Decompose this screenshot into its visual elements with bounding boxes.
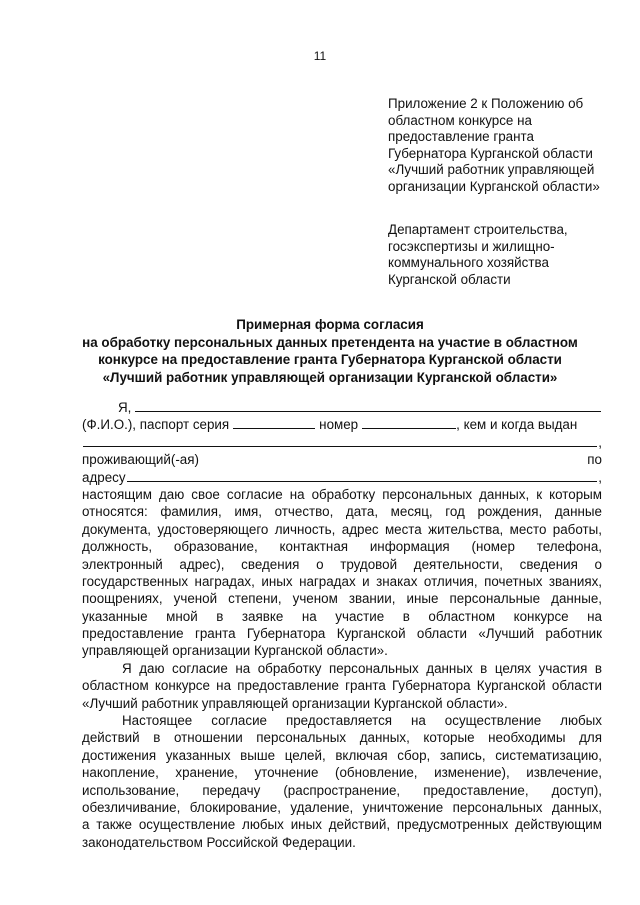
paragraph-line: электронный адрес), сведения о трудовой деятельности, сведения о <box>82 556 602 572</box>
paragraph-line: поощрениях, ученой степени, ученом звании, иные персональные данные, <box>82 591 602 607</box>
name-line <box>82 399 602 416</box>
issued-by-line <box>82 434 602 451</box>
appendix-header <box>388 96 600 196</box>
paragraph-line: законодательством Российской Федерации. <box>82 834 356 850</box>
appendix-line: «Лучший работник управляющей <box>388 162 595 178</box>
paragraph-line: накопление, хранение, уточнение (обновление, изменение), извлечение, <box>82 765 602 781</box>
comma: , <box>598 469 602 485</box>
paragraph-line: предоставление гранта Губернатора Курганской области «Лучший работник <box>82 626 602 642</box>
title-line: на обработку персональных данных претендента на участие в областном <box>82 334 578 350</box>
paragraph-line: достижения указанных выше целей, включая сбор, запись, систематизацию, <box>82 747 602 763</box>
issued-label: , кем и когда выдан <box>456 417 578 433</box>
number-label: номер <box>319 417 359 433</box>
ya-label: Я, <box>118 400 132 415</box>
paragraph-line: «Лучший работник управляющей организации Курганской области». <box>82 695 508 711</box>
residing-line <box>82 451 602 468</box>
paragraph-line: указанные мной в заявке на участие в областном конкурсе на <box>82 608 602 624</box>
page-number: 11 <box>313 49 327 63</box>
residing-label: проживающий(-ая) <box>82 452 199 468</box>
appendix-line: предоставление гранта <box>388 129 534 145</box>
paragraph-line: документа, удостоверяющего личность, адрес места жительства, место работы, <box>82 521 602 537</box>
issued-by-blank[interactable] <box>83 434 597 447</box>
paragraph-line: а также осуществление любых иных действий, предусмотренных действующим <box>82 817 602 833</box>
passport-line <box>82 416 602 433</box>
paragraph-line: обезличивание, блокирование, удаление, уничтожение персональных данных, <box>82 799 602 815</box>
department-line: коммунального хозяйства <box>388 255 549 271</box>
name-blank[interactable] <box>135 399 601 412</box>
comma: , <box>598 434 602 450</box>
passport-series-blank[interactable] <box>233 416 315 429</box>
paragraph-line: использование, передачу (распространение, предоставление, доступ), <box>82 782 602 798</box>
form-body <box>82 399 602 851</box>
address-line <box>82 469 602 486</box>
appendix-line: Губернатора Курганской области <box>388 145 593 161</box>
department-line: Департамент строительства, <box>388 222 568 237</box>
address-blank[interactable] <box>127 469 598 482</box>
paragraph-line: Настоящее согласие предоставляется на осуществление любых <box>122 713 602 729</box>
paragraph-line: областном конкурсе на предоставление гранта Губернатора Курганской области <box>82 678 602 694</box>
title-line: Примерная форма согласия <box>236 317 424 332</box>
department-line: госэкспертизы и жилищно- <box>388 238 555 254</box>
title-line: конкурсе на предоставление гранта Губернатора Курганской области <box>98 352 562 368</box>
paragraph-line: относятся: фамилия, имя, отчество, дата, месяц, год рождения, данные <box>82 504 602 520</box>
fio-label: (Ф.И.О.), паспорт серия <box>82 417 230 433</box>
department-line: Курганской области <box>388 271 511 287</box>
paragraph-line: настоящим даю свое согласие на обработку персональных данных, к которым <box>82 486 602 502</box>
title-line: «Лучший работник управляющей организации Курганской области» <box>102 369 558 385</box>
paragraph-line: должность, образование, контактная информация (номер телефона, <box>82 539 602 555</box>
form-title <box>70 316 590 386</box>
passport-number-blank[interactable] <box>362 416 456 429</box>
paragraph-line: управляющей организации Курганской области». <box>82 643 388 659</box>
paragraph-line: действий в отношении персональных данных, которые необходимы для <box>82 730 602 746</box>
po-label: по <box>587 452 602 468</box>
paragraph-line: государственных наградах, иных наградах и знаках отличия, почетных званиях, <box>82 573 602 589</box>
appendix-line: организации Курганской области» <box>388 178 600 194</box>
paragraph-line: Я даю согласие на обработку персональных данных в целях участия в <box>122 660 602 676</box>
address-label: адресу <box>82 469 126 485</box>
department-addressee <box>388 222 568 288</box>
appendix-line: областном конкурсе на <box>388 112 532 128</box>
appendix-line: Приложение 2 к Положению об <box>388 96 584 111</box>
